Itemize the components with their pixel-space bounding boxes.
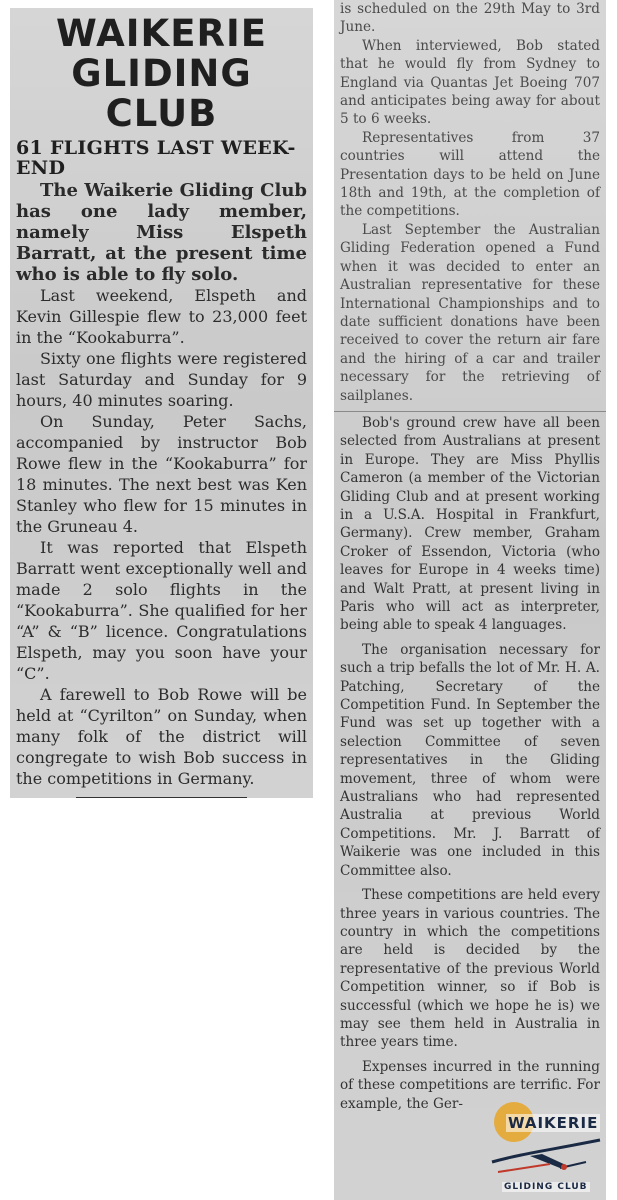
article-paragraph: A farewell to Bob Rowe will be held at “Cyrilton” on Sunday, when many folk of the district will congregate to wish Bob success in the competitions in Germany. (16, 685, 307, 788)
logo-subtitle: GLIDING CLUB (504, 1182, 588, 1192)
article-paragraph: When interviewed, Bob stated that he would fly from Sydney to England via Quantas Jet Boeing 707 and anticipates being away for about 5 to 6 weeks. (340, 37, 600, 128)
right-newspaper-clipping (334, 0, 606, 1200)
logo-title: WAIKERIE (508, 1114, 599, 1132)
article-paragraph: Bob's ground crew have all been selected from Australians at present in Europe. They are Miss Phyllis Cameron (a member of the Victorian Gliding Club and at present working in a U.S.A. Hospital in Frankfurt, Germany). Crew member, Graham Croker of Essendon, Victoria (who leaves for Europe in 4 weeks time) and Walt Pratt, at present living in Paris who will act as interpreter, being able to speak 4 languages. (340, 414, 600, 634)
article-paragraph: These competitions are held every three years in various countries. The country in which the competitions are held is decided by the representative of the previous World Competition winner, so if Bob is successful (which we hope he is) we may see them held in Australia in three years time. (340, 887, 600, 1051)
article-paragraph: Last weekend, Elspeth and Kevin Gillespie flew to 23,000 feet in the “Kookaburra”. (16, 286, 307, 347)
article-paragraph: The organisation necessary for such a trip befalls the lot of Mr. H. A. Patching, Secretary of the Competition Fund. In September the Fund was set up together with a selection Committee of seven representatives in the Gliding movement, three of whom were Australians who had represented Australia at previous World Competitions. Mr. J. Barratt of Waikerie was one included in this Committee also. (340, 641, 600, 879)
article-subhead: 61 FLIGHTS LAST WEEK-END (16, 137, 296, 179)
article-paragraph: It was reported that Elspeth Barratt went exceptionally well and made 2 solo flights in the “Kookaburra”. She qualified for her “A” & “B” licence. Congratulations Elspeth, may you soon have your “C”. (16, 538, 307, 683)
glider-icon (490, 1132, 602, 1178)
article-lead-paragraph: The Waikerie Gliding Club has one lady member, namely Miss Elspeth Barratt, at the present time who is able to fly solo. (16, 180, 307, 285)
article-paragraph: Expenses incurred in the running of these competitions are terrific. For example, the Ger- (340, 1058, 600, 1112)
article-end-rule (76, 797, 247, 798)
article-paragraph: On Sunday, Peter Sachs, accompanied by instructor Bob Rowe flew in the “Kookaburra” for 18 minutes. The next best was Ken Stanley who flew for 15 minutes in the Gruneau 4. (16, 412, 307, 536)
article-paragraph: Last September the Australian Gliding Federation opened a Fund when it was decided to enter an Australian representative for these International Championships and to date sufficient donations have been received to cover the return air fare and the hiring of a car and trailer necessary for the retrieving of sailplanes. (340, 221, 600, 404)
article-paragraph: Sixty one flights were registered last Saturday and Sunday for 9 hours, 40 minutes soaring. (16, 349, 307, 410)
article-paragraph: Representatives from 37 countries will attend the Presentation days to be held on June 18th and 19th, at the completion of the competitions. (340, 129, 600, 220)
article-headline: WAIKERIE GLIDING CLUB (55, 12, 268, 135)
boxed-column-section (334, 411, 606, 1113)
left-newspaper-clipping (10, 8, 313, 798)
club-logo (484, 1102, 606, 1198)
article-paragraph: is scheduled on the 29th May to 3rd June. (340, 1, 600, 36)
